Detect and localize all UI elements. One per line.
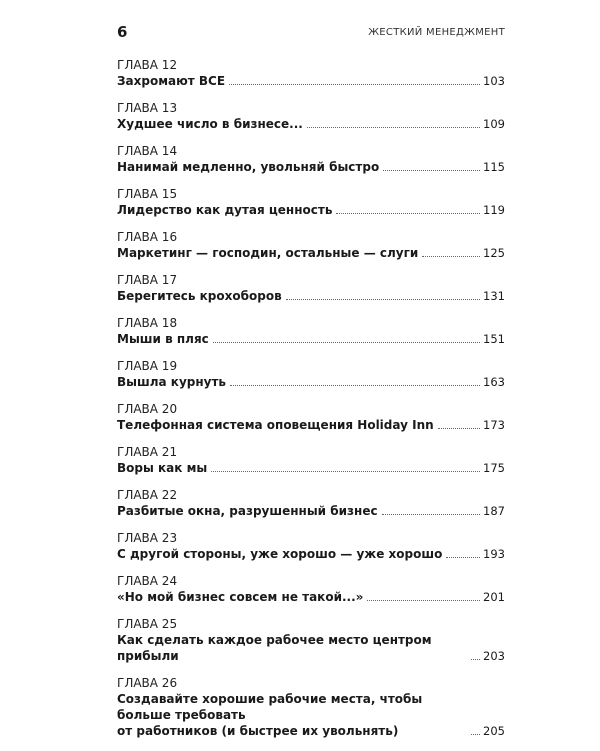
toc-entry xyxy=(117,230,505,261)
page-ref: 109 xyxy=(483,117,505,131)
toc-title-row xyxy=(117,417,505,433)
chapter-label: ГЛАВА 17 xyxy=(117,273,178,287)
chapter-title: Маркетинг — господин, остальные — слуги xyxy=(117,246,419,260)
dot-leader xyxy=(211,471,480,472)
toc-entry xyxy=(117,359,505,390)
toc-entry xyxy=(117,273,505,304)
dot-leader xyxy=(336,213,480,214)
chapter-label: ГЛАВА 20 xyxy=(117,402,178,416)
toc-title-row xyxy=(117,460,505,476)
page-ref: 173 xyxy=(483,418,505,432)
toc-title-row xyxy=(117,589,505,605)
chapter-title: Захромают ВСЕ xyxy=(117,74,226,88)
page-ref: 115 xyxy=(483,160,505,174)
page-ref: 193 xyxy=(483,547,505,561)
toc-title-row xyxy=(117,374,505,390)
chapter-title: «Но мой бизнес совсем не такой...» xyxy=(117,590,364,604)
toc-entry xyxy=(117,58,505,89)
chapter-label: ГЛАВА 18 xyxy=(117,316,178,330)
page-ref: 151 xyxy=(483,332,505,346)
dot-leader xyxy=(383,170,480,171)
page-ref: 201 xyxy=(483,590,505,604)
toc-entry xyxy=(117,101,505,132)
toc-title-row xyxy=(117,331,505,347)
page-ref: 163 xyxy=(483,375,505,389)
toc-title-row xyxy=(117,503,505,519)
toc-title-row xyxy=(117,116,505,132)
dot-leader xyxy=(471,734,480,735)
chapter-title: Создавайте хорошие рабочие места, чтобы больше требовать от работников (и быстрее их увольнять) xyxy=(117,692,423,738)
chapter-title: Разбитые окна, разрушенный бизнес xyxy=(117,504,378,518)
chapter-label: ГЛАВА 15 xyxy=(117,187,178,201)
toc-entry xyxy=(117,187,505,218)
page-ref: 175 xyxy=(483,461,505,475)
chapter-label: ГЛАВА 24 xyxy=(117,574,178,588)
chapter-title: Воры как мы xyxy=(117,461,208,475)
chapter-label: ГЛАВА 26 xyxy=(117,676,178,690)
dot-leader xyxy=(213,342,480,343)
dot-leader xyxy=(438,428,480,429)
toc-entry xyxy=(117,316,505,347)
dot-leader xyxy=(286,299,480,300)
chapter-title: Мыши в пляс xyxy=(117,332,209,346)
toc-title-row xyxy=(117,202,505,218)
page-ref: 203 xyxy=(483,649,505,663)
chapter-label: ГЛАВА 23 xyxy=(117,531,178,545)
dot-leader xyxy=(471,659,480,660)
toc-title-row xyxy=(117,546,505,562)
dot-leader xyxy=(422,256,480,257)
chapter-title: Берегитесь крохоборов xyxy=(117,289,282,303)
page-ref: 131 xyxy=(483,289,505,303)
page-ref: 125 xyxy=(483,246,505,260)
dot-leader xyxy=(367,600,480,601)
page-ref: 205 xyxy=(483,724,505,738)
chapter-title: Как сделать каждое рабочее место центром прибыли xyxy=(117,633,432,663)
dot-leader xyxy=(230,385,480,386)
chapter-title: С другой стороны, уже хорошо — уже хорошо xyxy=(117,547,443,561)
toc-entry xyxy=(117,676,505,739)
chapter-label: ГЛАВА 14 xyxy=(117,144,178,158)
toc-title-row xyxy=(117,159,505,175)
toc-entry xyxy=(117,402,505,433)
toc-entry xyxy=(117,531,505,562)
toc-title-row xyxy=(117,691,505,739)
page-ref: 187 xyxy=(483,504,505,518)
chapter-label: ГЛАВА 22 xyxy=(117,488,178,502)
chapter-label: ГЛАВА 13 xyxy=(117,101,178,115)
chapter-label: ГЛАВА 19 xyxy=(117,359,178,373)
table-of-contents xyxy=(117,58,505,751)
toc-title-row xyxy=(117,632,505,664)
chapter-title: Вышла курнуть xyxy=(117,375,227,389)
chapter-title: Худшее число в бизнесе... xyxy=(117,117,303,131)
running-head: ЖЕСТКИЙ МЕНЕДЖМЕНТ xyxy=(368,27,505,38)
dot-leader xyxy=(382,514,480,515)
page-number: 6 xyxy=(117,23,128,41)
chapter-title: Нанимай медленно, увольняй быстро xyxy=(117,160,380,174)
dot-leader xyxy=(229,84,480,85)
chapter-label: ГЛАВА 12 xyxy=(117,58,178,72)
chapter-label: ГЛАВА 25 xyxy=(117,617,178,631)
toc-title-row xyxy=(117,73,505,89)
chapter-label: ГЛАВА 21 xyxy=(117,445,178,459)
chapter-label: ГЛАВА 16 xyxy=(117,230,178,244)
toc-entry xyxy=(117,488,505,519)
toc-entry xyxy=(117,144,505,175)
page-ref: 103 xyxy=(483,74,505,88)
dot-leader xyxy=(446,557,480,558)
toc-entry xyxy=(117,617,505,664)
chapter-title: Телефонная система оповещения Holiday Inn xyxy=(117,418,434,432)
chapter-title: Лидерство как дутая ценность xyxy=(117,203,333,217)
toc-title-row xyxy=(117,288,505,304)
toc-entry xyxy=(117,574,505,605)
page-ref: 119 xyxy=(483,203,505,217)
dot-leader xyxy=(307,127,480,128)
toc-entry xyxy=(117,445,505,476)
toc-title-row xyxy=(117,245,505,261)
